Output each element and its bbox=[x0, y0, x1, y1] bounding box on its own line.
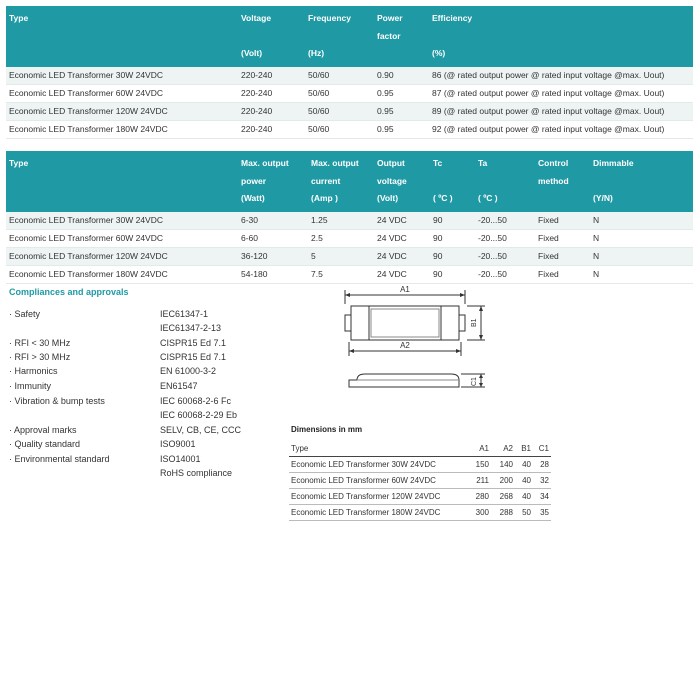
table-row: Economic LED Transformer 180W 24VDC 300 288 50 35 bbox=[289, 505, 551, 521]
table-row: Economic LED Transformer 180W 24VDC 220-240 50/60 0.95 92 (@ rated output power @ rated input voltage @max. Uout) bbox=[6, 120, 693, 138]
table-row: Economic LED Transformer 120W 24VDC 280 268 40 34 bbox=[289, 489, 551, 505]
table-row: Economic LED Transformer 30W 24VDC 150 140 40 28 bbox=[289, 457, 551, 473]
header-output-voltage: Output voltage (Volt) bbox=[374, 151, 430, 212]
compliance-value: IEC61347-2-13 bbox=[160, 323, 222, 333]
header-type: Type bbox=[6, 6, 238, 67]
input-spec-table bbox=[6, 6, 693, 139]
compliance-value: IEC61347-1 bbox=[160, 309, 209, 319]
label-a1: A1 bbox=[400, 285, 410, 294]
header-frequency: Frequency (Hz) bbox=[305, 6, 374, 67]
compliance-label-safety: · Safety bbox=[9, 309, 41, 319]
header-control-method: Control method bbox=[535, 151, 590, 212]
mount-tab-left bbox=[345, 315, 351, 331]
header-tc: Tc ( ºC ) bbox=[430, 151, 475, 212]
mount-tab-right bbox=[459, 315, 465, 331]
header-ta: Ta ( ºC ) bbox=[475, 151, 535, 212]
table-row: Economic LED Transformer 120W 24VDC 220-240 50/60 0.95 89 (@ rated output power @ rated input voltage @max. Uout) bbox=[6, 102, 693, 120]
compliance-value: EN 61000-3-2 bbox=[160, 366, 217, 376]
compliance-value: EN61547 bbox=[160, 381, 198, 391]
table-row: Economic LED Transformer 30W 24VDC 6-30 1.25 24 VDC 90 -20...50 Fixed N bbox=[6, 212, 693, 230]
transformer-top-view bbox=[351, 306, 459, 340]
compliance-label-environmental: · Environmental standard bbox=[9, 454, 110, 464]
compliance-value: CISPR15 Ed 7.1 bbox=[160, 352, 227, 362]
label-a2: A2 bbox=[400, 341, 410, 350]
header-dimmable: Dimmable (Y/N) bbox=[590, 151, 693, 212]
header-type: Type bbox=[6, 151, 238, 212]
dimensions-table bbox=[289, 440, 551, 521]
compliance-value: ISO14001 bbox=[160, 454, 201, 464]
compliance-label-immunity: · Immunity bbox=[9, 381, 52, 391]
compliance-value: ISO9001 bbox=[160, 439, 196, 449]
compliance-label-rfi-above: · RFI > 30 MHz bbox=[9, 352, 71, 362]
table-row: Economic LED Transformer 30W 24VDC 220-240 50/60 0.90 86 (@ rated output power @ rated input voltage @max. Uout) bbox=[6, 67, 693, 85]
compliance-value: IEC 60068-2-6 Fc bbox=[160, 396, 232, 406]
compliance-title: Compliances and approvals bbox=[9, 287, 129, 297]
header-efficiency: Efficiency (%) bbox=[429, 6, 693, 67]
compliance-value: SELV, CB, CE, CCC bbox=[160, 425, 242, 435]
header-voltage: Voltage (Volt) bbox=[238, 6, 305, 67]
header-max-output-current: Max. output current (Amp ) bbox=[308, 151, 374, 212]
compliance-label-harmonics: · Harmonics bbox=[9, 366, 58, 376]
table-header-row: Type A1 A2 B1 C1 bbox=[289, 440, 551, 457]
label-c1: C1 bbox=[471, 377, 478, 386]
table-row: Economic LED Transformer 60W 24VDC 211 200 40 32 bbox=[289, 473, 551, 489]
table-row: Economic LED Transformer 120W 24VDC 36-120 5 24 VDC 90 -20...50 Fixed N bbox=[6, 247, 693, 265]
table-row: Economic LED Transformer 180W 24VDC 54-180 7.5 24 VDC 90 -20...50 Fixed N bbox=[6, 265, 693, 283]
dimension-drawing bbox=[335, 282, 505, 412]
table-header-row bbox=[6, 6, 693, 67]
table-row: Economic LED Transformer 60W 24VDC 6-60 2.5 24 VDC 90 -20...50 Fixed N bbox=[6, 229, 693, 247]
table-row: Economic LED Transformer 60W 24VDC 220-240 50/60 0.95 87 (@ rated output power @ rated input voltage @max. Uout) bbox=[6, 84, 693, 102]
compliance-label-rfi-below: · RFI < 30 MHz bbox=[9, 338, 71, 348]
compliance-label-quality: · Quality standard bbox=[9, 439, 81, 449]
compliance-value: RoHS compliance bbox=[160, 468, 233, 478]
dimensions-title: Dimensions in mm bbox=[291, 425, 363, 434]
header-power-factor: Power factor bbox=[374, 6, 429, 67]
compliance-value: IEC 60068-2-29 Eb bbox=[160, 410, 238, 420]
output-spec-table bbox=[6, 151, 693, 284]
compliance-value: CISPR15 Ed 7.1 bbox=[160, 338, 227, 348]
header-max-output-power: Max. output power (Watt) bbox=[238, 151, 308, 212]
label-b1: B1 bbox=[471, 318, 478, 327]
compliance-label-approval-marks: · Approval marks bbox=[9, 425, 77, 435]
table-header-row bbox=[6, 151, 693, 212]
compliance-label-vibration: · Vibration & bump tests bbox=[9, 396, 105, 406]
